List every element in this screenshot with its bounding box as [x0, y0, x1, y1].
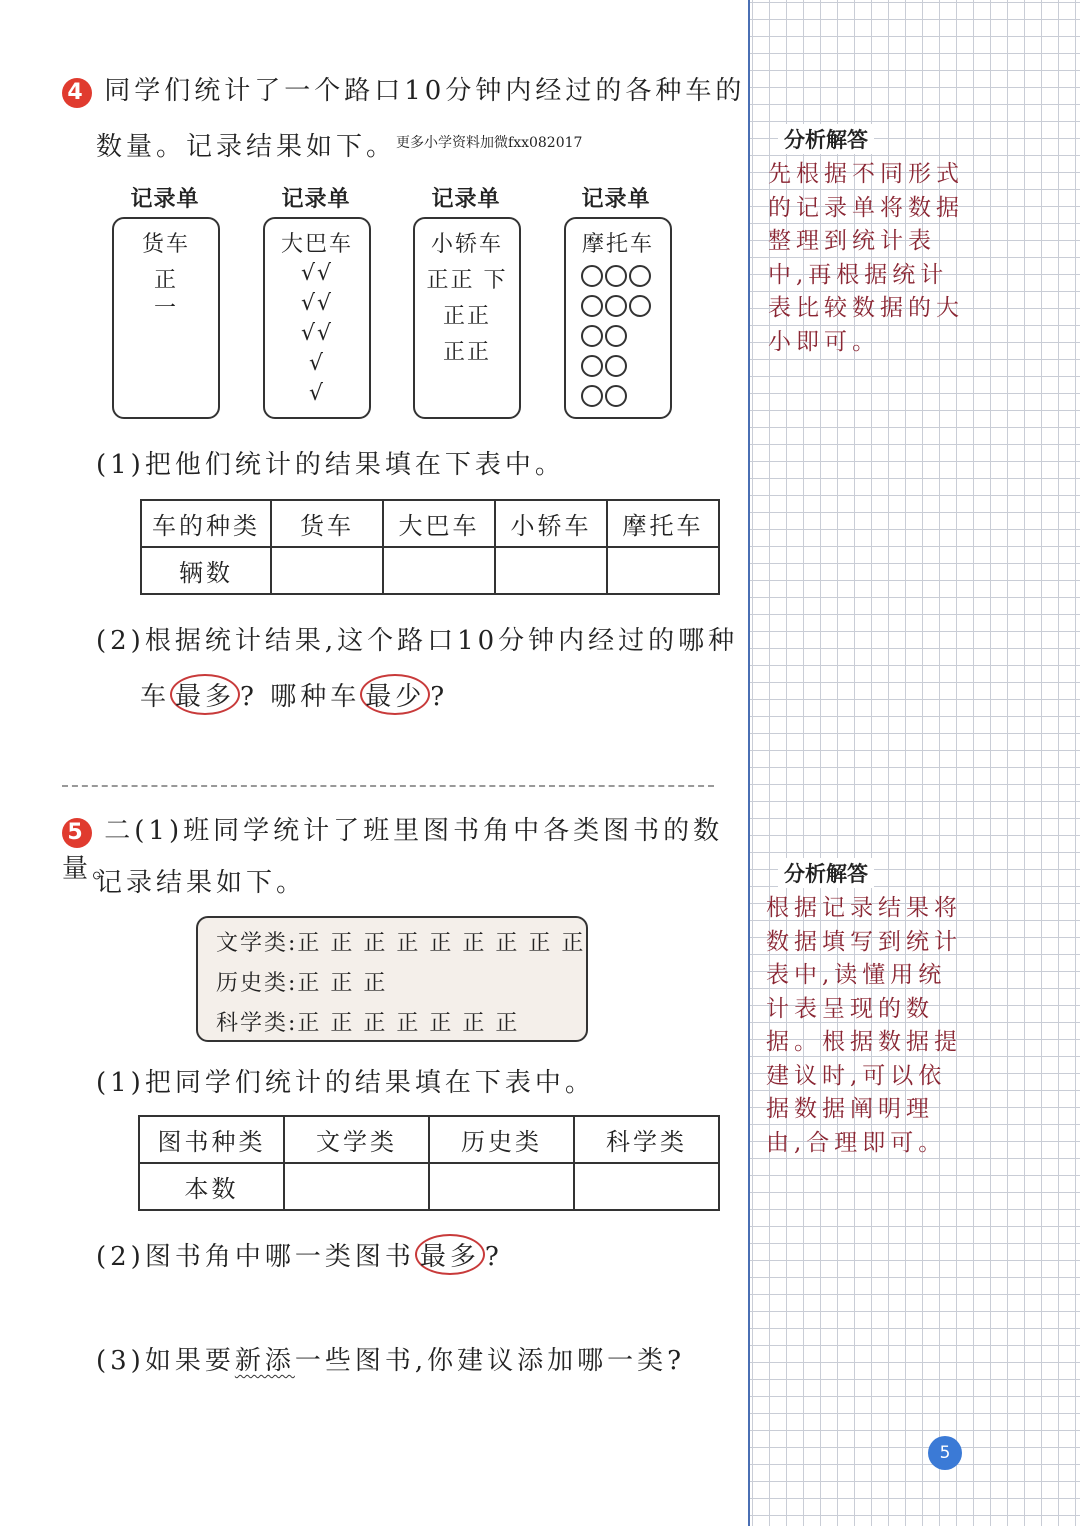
table-header-cell: 车的种类 — [141, 500, 271, 547]
table-header-cell: 文学类 — [284, 1116, 429, 1163]
answer-cell[interactable] — [284, 1163, 429, 1210]
analysis-line: 中,再根据统计 — [768, 261, 949, 288]
card-header-car: 小轿车 — [430, 232, 503, 257]
answer-cell[interactable] — [271, 547, 383, 594]
tally-row-science: 科学类:正 正 正 正 正 正 正 — [216, 1011, 520, 1036]
analysis-line: 表中,读懂用统 — [766, 962, 947, 988]
tally-circle — [581, 295, 603, 317]
table-header-cell: 摩托车 — [607, 500, 719, 547]
analysis-line: 据。根据数据提 — [766, 1029, 962, 1055]
card-title-truck: 记录单 — [130, 186, 200, 212]
analysis-line: 整理到统计表 — [768, 228, 936, 254]
book-stats-table — [138, 1115, 720, 1211]
vehicle-stats-table — [140, 499, 720, 595]
analysis-line: 先根据不同形式 — [768, 161, 964, 187]
q5-text-line1: 二(1)班同学统计了班里图书角中各类图书的数量。 — [62, 816, 724, 884]
tally-circle — [581, 385, 603, 407]
record-card-car — [413, 217, 521, 419]
text-fragment: ? — [430, 682, 449, 712]
q4-number-badge: 4 — [62, 78, 92, 108]
card-header-bus: 大巴车 — [280, 232, 353, 257]
circle-tally — [580, 265, 652, 415]
q5-sub3 — [96, 1340, 685, 1377]
card-header-truck: 货车 — [141, 232, 190, 257]
card-line: 正正 — [442, 340, 491, 365]
circled-least: 最少 — [360, 674, 430, 715]
answer-cell[interactable] — [607, 547, 719, 594]
q4-sub1: (1)把他们统计的结果填在下表中。 — [96, 450, 565, 480]
circle-row — [580, 385, 652, 415]
text-fragment: 车 — [140, 682, 171, 712]
q5-sub2 — [96, 1234, 503, 1275]
text-fragment: (2)图书角中哪一类图书 — [96, 1242, 415, 1272]
answer-cell[interactable] — [495, 547, 607, 594]
record-card-moto — [564, 217, 672, 419]
record-card-truck — [112, 217, 220, 419]
q4-line2 — [96, 126, 582, 163]
card-title-moto: 记录单 — [581, 186, 651, 212]
q5-text-line2: 记录结果如下。 — [96, 868, 307, 898]
tally-circle — [605, 325, 627, 347]
analysis-text-2 — [766, 892, 962, 1160]
table-header-cell: 货车 — [271, 500, 383, 547]
analysis-title-2: 分析解答 — [778, 858, 874, 888]
tally-circle — [629, 265, 651, 287]
tally-row-literature: 文学类:正 正 正 正 正 正 正 正 正 — [216, 931, 586, 956]
analysis-line: 由,合理即可。 — [766, 1129, 947, 1156]
tally-circle — [605, 295, 627, 317]
table-header-cell: 科学类 — [574, 1116, 719, 1163]
circled-most: 最多 — [415, 1234, 485, 1275]
answer-cell[interactable] — [429, 1163, 574, 1210]
text-fragment: ? — [484, 1242, 503, 1272]
tally-row-history: 历史类:正 正 正 — [216, 971, 388, 996]
analysis-sidebar — [750, 0, 1080, 1526]
answer-cell[interactable] — [383, 547, 495, 594]
analysis-line: 据数据阐明理 — [766, 1096, 934, 1122]
card-line: 正 — [153, 268, 178, 293]
record-card-bus — [263, 217, 371, 419]
tally-circle — [605, 265, 627, 287]
card-line: 正正 — [442, 304, 491, 329]
circle-row — [580, 295, 652, 325]
tally-circle — [581, 265, 603, 287]
card-line: 一 — [153, 296, 178, 321]
q5-number-badge: 5 — [62, 818, 92, 848]
watermark-text: 更多小学资料加微fxx082017 — [396, 135, 583, 151]
page-number-badge: 5 — [928, 1436, 962, 1470]
text-fragment: (3)如果要 — [96, 1346, 235, 1376]
circled-most: 最多 — [170, 674, 240, 715]
card-line: √√ — [300, 291, 334, 316]
q5-sub1: (1)把同学们统计的结果填在下表中。 — [96, 1068, 595, 1098]
tally-circle — [581, 355, 603, 377]
tally-circle — [605, 385, 627, 407]
table-row-label: 本数 — [139, 1163, 284, 1210]
analysis-line: 表比较数据的大 — [768, 295, 964, 321]
q4-text-line2: 数量。记录结果如下。 — [96, 132, 397, 162]
section-divider — [62, 785, 714, 787]
tally-circle — [581, 325, 603, 347]
card-title-bus: 记录单 — [281, 186, 351, 212]
analysis-line: 根据记录结果将 — [766, 895, 962, 921]
analysis-line: 计表呈现的数 — [766, 995, 934, 1022]
q4-sub2-line1: (2)根据统计结果,这个路口10分钟内经过的哪种 — [96, 626, 739, 656]
q4-text-line1: 同学们统计了一个路口10分钟内经过的各种车的 — [104, 76, 746, 106]
analysis-line: 数据填写到统计 — [766, 928, 962, 955]
analysis-line: 小即可。 — [768, 328, 880, 355]
underlined-new-add: 新添 — [234, 1346, 295, 1376]
table-header-cell: 图书种类 — [139, 1116, 284, 1163]
q4-line1 — [62, 70, 745, 108]
circle-row — [580, 325, 652, 355]
circle-row — [580, 265, 652, 295]
tally-circle — [629, 295, 651, 317]
card-line: √√ — [300, 261, 334, 286]
analysis-line: 的记录单将数据 — [768, 194, 964, 221]
card-line: 正正 下 — [426, 268, 508, 293]
card-line: √ — [308, 351, 326, 376]
answer-cell[interactable] — [574, 1163, 719, 1210]
q4-sub2-line2 — [140, 674, 448, 715]
text-fragment: ? 哪种车 — [240, 682, 361, 712]
tally-circle — [605, 355, 627, 377]
book-tally-box — [196, 916, 588, 1042]
card-line: √√ — [300, 321, 334, 346]
table-header-cell: 大巴车 — [383, 500, 495, 547]
analysis-title-1: 分析解答 — [778, 124, 874, 154]
table-header-cell: 小轿车 — [495, 500, 607, 547]
table-row-label: 辆数 — [141, 547, 271, 594]
analysis-line: 建议时,可以依 — [766, 1062, 947, 1089]
table-header-cell: 历史类 — [429, 1116, 574, 1163]
card-header-moto: 摩托车 — [581, 232, 654, 257]
card-title-car: 记录单 — [431, 186, 501, 212]
text-fragment: 一些图书,你建议添加哪一类? — [294, 1346, 686, 1376]
card-line: √ — [308, 381, 326, 406]
analysis-text-1 — [768, 158, 964, 359]
circle-row — [580, 355, 652, 385]
